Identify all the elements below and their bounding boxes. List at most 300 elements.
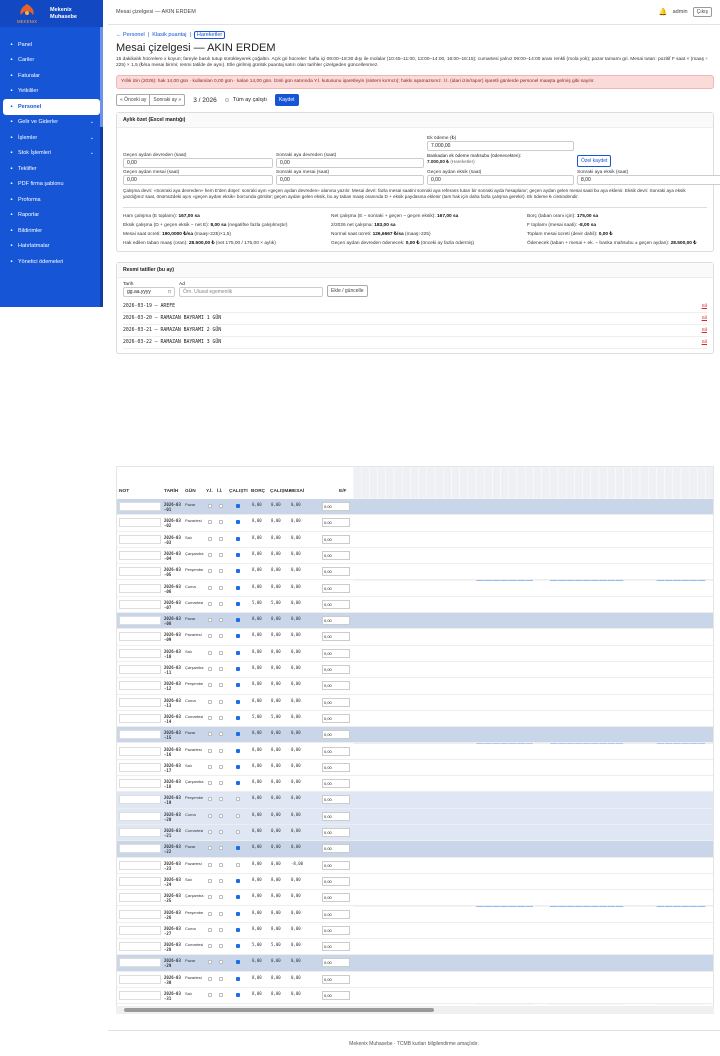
- ef-input[interactable]: 0,00: [322, 893, 350, 902]
- ef-input[interactable]: 0,00: [322, 795, 350, 804]
- dashboard-icon: ▪: [10, 41, 13, 48]
- row-debt: 5,00: [252, 942, 262, 948]
- worked-checkbox[interactable]: [236, 797, 240, 801]
- row-debt: 0,00: [252, 958, 262, 964]
- admin-leave-checkbox[interactable]: [219, 977, 223, 981]
- row-overtime: -8,00: [291, 860, 304, 866]
- row-day: Cuma: [185, 697, 196, 703]
- movements-link[interactable]: Hareketler: [194, 31, 225, 39]
- annual-leave-checkbox[interactable]: [208, 912, 212, 916]
- worked-checkbox[interactable]: [236, 634, 240, 638]
- worked-checkbox[interactable]: [236, 553, 240, 557]
- classic-timesheet-link[interactable]: Klasik puantaj: [152, 32, 187, 38]
- table-row: [117, 825, 714, 841]
- row-day: Perşembe: [185, 567, 204, 573]
- row-debt: 8,00: [252, 893, 262, 899]
- annual-leave-checkbox[interactable]: [208, 960, 212, 964]
- bell-icon[interactable]: 🔔: [658, 9, 668, 16]
- holiday-add-button[interactable]: Ekle / güncelle: [327, 285, 368, 297]
- admin-leave-checkbox[interactable]: [219, 879, 223, 883]
- sidebar-item-label: Faturalar: [18, 72, 41, 79]
- note-input[interactable]: [119, 502, 161, 511]
- worked-checkbox[interactable]: [236, 667, 240, 671]
- admin-leave-checkbox[interactable]: [219, 797, 223, 801]
- ef-input[interactable]: 0,00: [322, 665, 350, 674]
- admin-leave-checkbox[interactable]: [219, 944, 223, 948]
- ef-input[interactable]: 0,00: [322, 812, 350, 821]
- chevron-down-icon: ⌄: [89, 134, 94, 141]
- row-date: 2026-03-05: [164, 567, 181, 578]
- sidebar-item-2[interactable]: [0, 68, 103, 84]
- admin-leave-checkbox[interactable]: [219, 960, 223, 964]
- timesheet-table: [116, 466, 714, 1014]
- summary-item: Ödenecek (taban + mesai + ek. − banka mahsubu ± geçen aydan): 28.500,00 ₺: [527, 241, 697, 247]
- note-input[interactable]: [119, 600, 161, 609]
- note-input[interactable]: [119, 616, 161, 625]
- ef-input[interactable]: 0,00: [322, 779, 350, 788]
- row-overtime: 0,00: [291, 828, 301, 833]
- admin-leave-checkbox[interactable]: [219, 553, 223, 557]
- stock-icon: ▪: [10, 150, 13, 157]
- holiday-delete-link[interactable]: Sil: [701, 328, 707, 334]
- note-input[interactable]: [119, 844, 161, 853]
- table-row: [117, 792, 714, 808]
- logout-button[interactable]: Çıkış: [693, 7, 712, 17]
- sidebar-item-label: Bildirimler: [18, 227, 43, 234]
- ef-input[interactable]: 0,00: [322, 877, 350, 886]
- next-carry-input[interactable]: 0,00: [276, 158, 424, 168]
- ef-input[interactable]: 0,00: [322, 730, 350, 739]
- ef-input[interactable]: 0,00: [322, 828, 350, 837]
- row-debt: 8,00: [252, 909, 262, 915]
- row-date: 2026-03-13: [164, 697, 181, 708]
- summary-item: Toplam mesai ücreti (devir dahil): 0,00 ₺: [527, 232, 613, 238]
- ef-input[interactable]: 0,00: [322, 649, 350, 658]
- holiday-row: 2026-03-20 — RAMAZAN BAYRAMI 1 GÜN Sil: [123, 313, 707, 325]
- sidebar-item-3[interactable]: [0, 84, 103, 100]
- special-save-button[interactable]: Özel kaydet: [577, 155, 611, 167]
- row-day: Perşembe: [185, 681, 204, 687]
- admin-leave-checkbox[interactable]: [219, 928, 223, 932]
- admin-leave-checkbox[interactable]: [219, 781, 223, 785]
- ef-input[interactable]: 0,00: [322, 844, 350, 853]
- note-input[interactable]: [119, 584, 161, 593]
- row-day: Çarşamba: [185, 665, 204, 670]
- ef-input[interactable]: 0,00: [322, 975, 350, 984]
- row-work: 8,00: [271, 746, 281, 752]
- admin-leave-checkbox[interactable]: [219, 912, 223, 916]
- sidebar-scrollbar[interactable]: [100, 27, 103, 307]
- admin-leave-checkbox[interactable]: [219, 895, 223, 899]
- sidebar-item-1[interactable]: [0, 53, 103, 69]
- admin-leave-checkbox[interactable]: [219, 683, 223, 687]
- row-date: 2026-03-24: [164, 876, 181, 887]
- reminder-icon: ▪: [10, 243, 13, 250]
- annual-leave-checkbox[interactable]: [208, 634, 212, 638]
- annual-leave-checkbox[interactable]: [208, 651, 212, 655]
- table-row: [117, 841, 714, 857]
- row-day: Pazar: [185, 730, 196, 736]
- annual-leave-checkbox[interactable]: [208, 586, 212, 590]
- ef-input[interactable]: 0,00: [322, 926, 350, 935]
- row-work: 8,00: [271, 909, 281, 915]
- row-overtime: 0,00: [291, 681, 301, 687]
- note-input[interactable]: [119, 942, 161, 951]
- sidebar-item-13[interactable]: [0, 239, 103, 255]
- row-day: Çarşamba: [185, 779, 204, 785]
- row-work: 8,00: [271, 632, 281, 638]
- ef-input[interactable]: 0,00: [322, 616, 350, 625]
- brand-line2: Muhasebe: [50, 13, 77, 20]
- row-date: 2026-03-25: [164, 893, 181, 904]
- admin-leave-checkbox[interactable]: [219, 993, 223, 997]
- admin-leave-checkbox[interactable]: [219, 651, 223, 655]
- annual-leave-checkbox[interactable]: [208, 732, 212, 736]
- worked-checkbox[interactable]: [236, 912, 240, 916]
- table-row: [117, 532, 714, 548]
- worked-checkbox[interactable]: [236, 977, 240, 981]
- note-input[interactable]: [119, 730, 161, 739]
- worked-checkbox[interactable]: [236, 993, 240, 997]
- annual-leave-checkbox[interactable]: [208, 765, 212, 769]
- annual-leave-checkbox[interactable]: [208, 749, 212, 753]
- annual-leave-checkbox[interactable]: [208, 895, 212, 899]
- holiday-delete-link[interactable]: Sil: [701, 316, 707, 322]
- admin-leave-checkbox[interactable]: [219, 602, 223, 606]
- worked-checkbox[interactable]: [236, 928, 240, 932]
- row-overtime: 0,00: [291, 648, 301, 654]
- worked-checkbox[interactable]: [236, 960, 240, 964]
- col-header: Y.İ.: [206, 489, 213, 494]
- row-work: 8,00: [271, 648, 281, 654]
- worked-checkbox[interactable]: [236, 520, 240, 524]
- admin-leave-checkbox[interactable]: [219, 863, 223, 867]
- note-input[interactable]: [119, 828, 161, 837]
- row-debt: 8,00: [252, 681, 262, 687]
- summary-grid: [123, 207, 707, 248]
- row-day: Pazar: [185, 616, 196, 622]
- sidebar-item-label: Proforma: [18, 196, 41, 203]
- ef-input[interactable]: 0,00: [322, 763, 350, 772]
- row-work: 8,00: [271, 697, 281, 703]
- annual-leave-checkbox[interactable]: [208, 879, 212, 883]
- ef-input[interactable]: 0,00: [322, 632, 350, 641]
- row-date: 2026-03-26: [164, 909, 181, 920]
- ef-input[interactable]: 0,00: [322, 535, 350, 544]
- note-input[interactable]: [119, 763, 161, 772]
- table-horizontal-scrollbar[interactable]: [116, 1006, 714, 1014]
- sidebar-item-5[interactable]: [0, 115, 103, 131]
- note-input[interactable]: [119, 632, 161, 641]
- annual-leave-checkbox[interactable]: [208, 520, 212, 524]
- col-header: GÜN: [185, 489, 196, 494]
- sidebar-item-10[interactable]: [0, 192, 103, 208]
- ef-input[interactable]: 0,00: [322, 502, 350, 511]
- sidebar-item-label: PDF firma şablonu: [18, 181, 64, 188]
- admin-leave-checkbox[interactable]: [219, 569, 223, 573]
- note-input[interactable]: [119, 567, 161, 576]
- ef-input[interactable]: 0,00: [322, 910, 350, 919]
- row-day: Pazartesi: [185, 518, 202, 524]
- row-debt: 8,00: [252, 632, 262, 638]
- table-row: [117, 695, 714, 711]
- worked-checkbox[interactable]: [236, 830, 240, 834]
- worked-checkbox[interactable]: [236, 895, 240, 899]
- row-debt: 8,00: [252, 860, 262, 866]
- sidebar-item-9[interactable]: [0, 177, 103, 193]
- row-day: Perşembe: [185, 795, 204, 801]
- annual-leave-checkbox[interactable]: [208, 944, 212, 948]
- ef-input[interactable]: 0,00: [322, 861, 350, 870]
- row-date: 2026-03-11: [164, 665, 181, 675]
- admin-leave-checkbox[interactable]: [219, 520, 223, 524]
- row-work: 8,00: [271, 583, 281, 589]
- ef-input[interactable]: 0,00: [322, 747, 350, 756]
- worked-checkbox[interactable]: [236, 700, 240, 704]
- row-day: Cuma: [185, 583, 196, 589]
- annual-leave-checkbox[interactable]: [208, 993, 212, 997]
- note-input[interactable]: [119, 812, 161, 821]
- admin-leave-checkbox[interactable]: [219, 732, 223, 736]
- annual-leave-checkbox[interactable]: [208, 863, 212, 867]
- note-input[interactable]: [119, 649, 161, 658]
- row-debt: 5,00: [252, 599, 262, 605]
- annual-leave-checkbox[interactable]: [208, 553, 212, 557]
- ef-input[interactable]: 0,00: [322, 991, 350, 1000]
- note-input[interactable]: [119, 975, 161, 984]
- worked-checkbox[interactable]: [236, 537, 240, 541]
- admin-leave-checkbox[interactable]: [219, 634, 223, 638]
- admin-leave-checkbox[interactable]: [219, 749, 223, 753]
- worked-checkbox[interactable]: [236, 944, 240, 948]
- ef-input[interactable]: 0,00: [322, 567, 350, 576]
- annual-leave-checkbox[interactable]: [208, 716, 212, 720]
- ef-input[interactable]: 0,00: [322, 958, 350, 967]
- ef-input[interactable]: 0,00: [322, 518, 350, 527]
- summary-item: 2/2026 net çalışma: 183,00 sa: [331, 222, 396, 228]
- all-month-checkbox[interactable]: [225, 98, 229, 102]
- admin-payments-icon: ▪: [10, 258, 13, 265]
- worked-checkbox[interactable]: [236, 504, 240, 508]
- annual-leave-checkbox[interactable]: [208, 569, 212, 573]
- table-row: [117, 678, 714, 694]
- note-input[interactable]: [119, 698, 161, 707]
- row-work: 5,00: [271, 599, 281, 605]
- brand[interactable]: [0, 0, 103, 27]
- next-month-button[interactable]: Sonraki ay »: [150, 94, 185, 106]
- annual-leave-checkbox[interactable]: [208, 977, 212, 981]
- worked-checkbox[interactable]: [236, 749, 240, 753]
- chevron-down-icon: ⌄: [89, 119, 94, 126]
- note-input[interactable]: [119, 518, 161, 527]
- admin-leave-checkbox[interactable]: [219, 586, 223, 590]
- worked-checkbox[interactable]: [236, 814, 240, 818]
- extra-payment-input[interactable]: 7.000,00: [427, 141, 574, 151]
- worked-checkbox[interactable]: [236, 765, 240, 769]
- annual-leave-checkbox[interactable]: [208, 683, 212, 687]
- annual-leave-checkbox[interactable]: [208, 797, 212, 801]
- row-overtime: 0,00: [291, 876, 301, 882]
- note-input[interactable]: [119, 779, 161, 788]
- note-input[interactable]: [119, 910, 161, 919]
- page-title: Mesai çizelgesi — AKIN ERDEM: [116, 42, 276, 54]
- note-input[interactable]: [119, 877, 161, 886]
- worked-checkbox[interactable]: [236, 651, 240, 655]
- ef-input[interactable]: 0,00: [322, 698, 350, 707]
- prev-missing-input[interactable]: 0,00: [427, 175, 574, 185]
- row-overtime: 0,00: [291, 991, 301, 996]
- row-work: 8,00: [271, 974, 281, 980]
- row-date: 2026-03-22: [164, 844, 181, 855]
- note-input[interactable]: [119, 861, 161, 870]
- admin-leave-checkbox[interactable]: [219, 765, 223, 769]
- sidebar-item-4[interactable]: [3, 99, 100, 115]
- note-input[interactable]: [119, 551, 161, 560]
- annual-leave-checkbox[interactable]: [208, 928, 212, 932]
- row-debt: 8,00: [252, 991, 262, 996]
- worked-checkbox[interactable]: [236, 863, 240, 867]
- admin-leave-checkbox[interactable]: [219, 830, 223, 834]
- note-input[interactable]: [119, 958, 161, 967]
- prev-month-button[interactable]: « Önceki ay: [116, 94, 150, 106]
- holiday-list: [123, 301, 707, 349]
- row-date: 2026-03-07: [164, 599, 181, 610]
- sidebar-item-12[interactable]: [0, 223, 103, 239]
- sidebar-item-14[interactable]: [0, 254, 103, 270]
- worked-checkbox[interactable]: [236, 879, 240, 883]
- sidebar-item-8[interactable]: [0, 161, 103, 177]
- row-overtime: 0,00: [291, 518, 301, 524]
- holiday-delete-link[interactable]: Sil: [701, 340, 707, 346]
- worked-checkbox[interactable]: [236, 716, 240, 720]
- row-debt: 8,00: [252, 518, 262, 524]
- holiday-delete-link[interactable]: Sil: [701, 304, 707, 310]
- ef-input[interactable]: 0,00: [322, 942, 350, 951]
- note-input[interactable]: [119, 795, 161, 804]
- admin-leave-checkbox[interactable]: [219, 814, 223, 818]
- row-day: Çarşamba: [185, 550, 204, 556]
- row-debt: 5,00: [252, 713, 262, 719]
- note-input[interactable]: [119, 665, 161, 674]
- back-personnel-link[interactable]: ← Personel: [116, 32, 145, 38]
- worked-checkbox[interactable]: [236, 781, 240, 785]
- prev-carry-input[interactable]: 0,00: [123, 158, 273, 168]
- ef-input[interactable]: 0,00: [322, 584, 350, 593]
- annual-leave-checkbox[interactable]: [208, 781, 212, 785]
- row-work: 8,00: [271, 876, 281, 882]
- holidays-title: Resmi tatiller (bu ay): [117, 263, 713, 278]
- row-date: 2026-03-19: [164, 795, 181, 806]
- note-input[interactable]: [119, 893, 161, 902]
- note-input[interactable]: [119, 747, 161, 756]
- row-date: 2026-03-03: [164, 534, 181, 545]
- ef-input[interactable]: 0,00: [322, 551, 350, 560]
- row-debt: 8,00: [252, 697, 262, 703]
- next-missing-input[interactable]: 8,00: [577, 175, 720, 185]
- note-input[interactable]: [119, 681, 161, 690]
- annual-leave-checkbox[interactable]: [208, 618, 212, 622]
- note-input[interactable]: [119, 991, 161, 1000]
- topbar: [108, 0, 720, 25]
- ef-input[interactable]: 0,00: [322, 600, 350, 609]
- row-overtime: 0,00: [291, 730, 301, 736]
- admin-leave-checkbox[interactable]: [219, 537, 223, 541]
- row-overtime: 0,00: [291, 632, 301, 638]
- calendar-icon[interactable]: □: [167, 289, 171, 296]
- sidebar-item-label: Stok İşlemleri: [18, 150, 52, 157]
- row-overtime: 0,00: [291, 567, 301, 573]
- worked-checkbox[interactable]: [236, 586, 240, 590]
- annual-leave-checkbox[interactable]: [208, 602, 212, 606]
- summary-item: F toplamı (mesai saati): -8,00 sa: [527, 222, 597, 228]
- admin-leave-checkbox[interactable]: [219, 667, 223, 671]
- col-header: TARİH: [164, 489, 179, 494]
- annual-leave-checkbox[interactable]: [208, 814, 212, 818]
- worked-checkbox[interactable]: [236, 846, 240, 850]
- worked-checkbox[interactable]: [236, 732, 240, 736]
- row-work: 0,00: [271, 795, 281, 801]
- next-overtime-input[interactable]: 0,00: [276, 175, 424, 185]
- sidebar-item-6[interactable]: [0, 130, 103, 146]
- note-input[interactable]: [119, 926, 161, 935]
- prev-overtime-input[interactable]: 0,00: [123, 175, 273, 185]
- row-work: 0,00: [271, 828, 281, 833]
- holiday-row: 2026-03-21 — RAMAZAN BAYRAMI 2 GÜN Sil: [123, 325, 707, 337]
- invoice-icon: ▪: [10, 72, 13, 79]
- annual-leave-checkbox[interactable]: [208, 504, 212, 508]
- annual-leave-checkbox[interactable]: [208, 537, 212, 541]
- worked-checkbox[interactable]: [236, 602, 240, 606]
- holiday-date-input[interactable]: gg.aa.yyyy □: [123, 287, 175, 297]
- sidebar-item-0[interactable]: [0, 37, 103, 53]
- ef-input[interactable]: 0,00: [322, 681, 350, 690]
- admin-leave-checkbox[interactable]: [219, 716, 223, 720]
- table-row: [117, 939, 714, 955]
- worked-checkbox[interactable]: [236, 618, 240, 622]
- chevron-down-icon: ⌄: [89, 150, 94, 157]
- row-overtime: 0,00: [291, 811, 301, 817]
- worked-checkbox[interactable]: [236, 683, 240, 687]
- sidebar-item-label: Hatırlatmalar: [18, 243, 50, 250]
- row-date: 2026-03-09: [164, 632, 181, 643]
- sidebar-item-11[interactable]: [0, 208, 103, 224]
- annual-leave-checkbox[interactable]: [208, 700, 212, 704]
- row-debt: 0,00: [252, 828, 262, 833]
- admin-leave-checkbox[interactable]: [219, 846, 223, 850]
- note-input[interactable]: [119, 535, 161, 544]
- admin-leave-checkbox[interactable]: [219, 618, 223, 622]
- table-row: [117, 923, 714, 939]
- row-date: 2026-03-12: [164, 681, 181, 692]
- annual-leave-checkbox[interactable]: [208, 667, 212, 671]
- col-header: ÇALIŞMA: [270, 489, 292, 494]
- row-date: 2026-03-17: [164, 762, 181, 773]
- row-day: Pazar: [185, 844, 196, 850]
- sidebar-item-7[interactable]: [0, 146, 103, 162]
- admin-leave-checkbox[interactable]: [219, 700, 223, 704]
- save-button[interactable]: Kaydet: [275, 94, 299, 106]
- worked-checkbox[interactable]: [236, 569, 240, 573]
- ef-input[interactable]: 0,00: [322, 714, 350, 723]
- admin-leave-checkbox[interactable]: [219, 504, 223, 508]
- main-content: [116, 31, 714, 354]
- row-date: 2026-03-04: [164, 550, 181, 561]
- annual-leave-checkbox[interactable]: [208, 846, 212, 850]
- holiday-name-input[interactable]: Örn. Ulusal egemenlik: [179, 287, 323, 297]
- annual-leave-checkbox[interactable]: [208, 830, 212, 834]
- note-input[interactable]: [119, 714, 161, 723]
- summary-item: Hak edilen taban maaş (oran): 28.500,00 ₺ (net 175,00 / 175,00 × aylık): [123, 241, 276, 247]
